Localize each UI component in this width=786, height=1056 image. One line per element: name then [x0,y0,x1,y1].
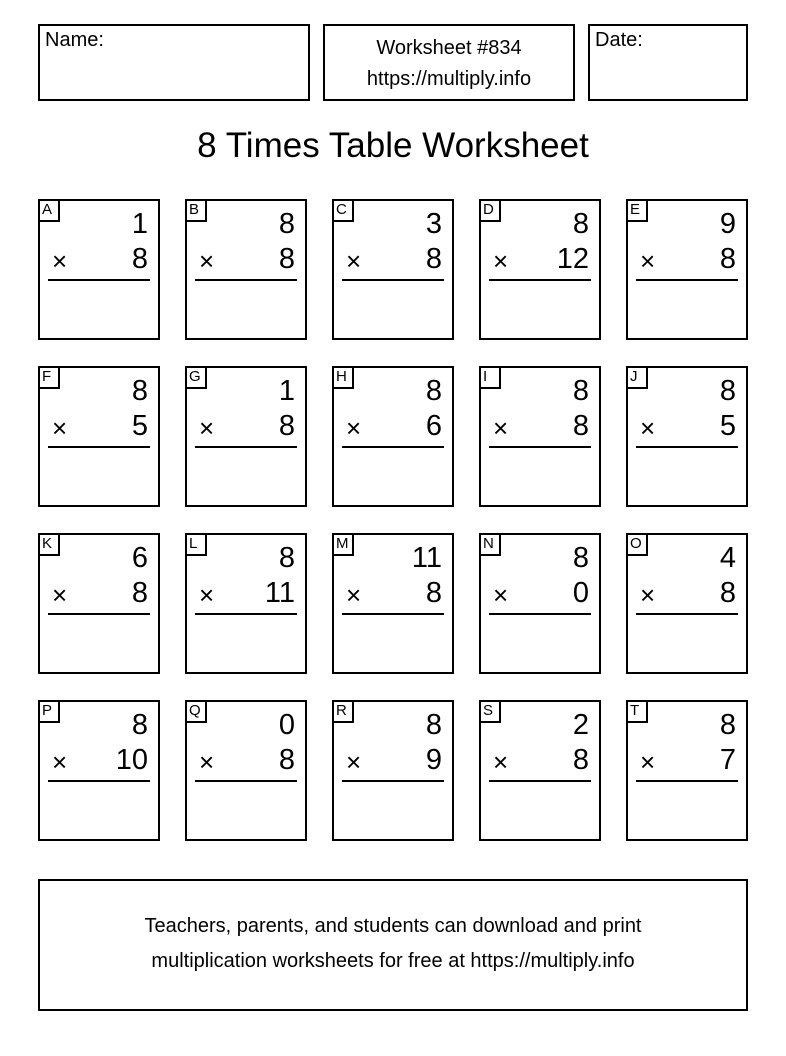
problem-card[interactable] [332,533,454,674]
problem-top-number: 1 [278,375,295,407]
multiply-sign: × [199,246,215,276]
problem-bottom-number: 8 [572,410,589,442]
problem-top-number: 8 [572,542,589,574]
problem-card[interactable] [332,366,454,507]
problem-card[interactable] [38,366,160,507]
footer-line-1: Teachers, parents, and students can download and print [144,915,642,937]
answer-line [489,780,591,782]
problem-letter: F [38,366,60,389]
page-title: 8 Times Table Worksheet [197,126,589,165]
problem-bottom-number: 8 [131,577,148,609]
problem-bottom-number: 8 [278,744,295,776]
footer-note [38,879,748,1011]
answer-line [489,613,591,615]
multiply-sign: × [640,413,656,443]
answer-line [342,780,444,782]
problem-top-number: 8 [719,709,736,741]
answer-line [195,780,297,782]
worksheet-site-url: https://multiply.info [366,68,532,90]
problem-bottom-number: 8 [425,577,442,609]
multiply-sign: × [493,413,509,443]
date-label: Date: [595,29,643,51]
worksheet-info-box [323,24,575,101]
problem-letter: M [332,533,354,556]
problem-top-number: 1 [131,208,148,240]
problem-top-number: 8 [719,375,736,407]
problem-card[interactable] [479,199,601,340]
problem-bottom-number: 9 [425,744,442,776]
answer-line [636,613,738,615]
problem-card[interactable] [185,533,307,674]
problem-bottom-number: 8 [719,243,736,275]
answer-line [48,279,150,281]
multiply-sign: × [346,747,362,777]
problem-card[interactable] [185,199,307,340]
problem-top-number: 8 [425,375,442,407]
problem-bottom-number: 6 [425,410,442,442]
problem-letter: C [332,199,354,222]
answer-line [342,613,444,615]
multiply-sign: × [52,747,68,777]
problem-top-number: 8 [278,208,295,240]
answer-line [48,780,150,782]
problem-letter: T [626,700,648,723]
multiply-sign: × [52,246,68,276]
answer-line [48,446,150,448]
problem-top-number: 8 [572,208,589,240]
multiply-sign: × [493,580,509,610]
problem-bottom-number: 11 [264,577,295,609]
problem-letter: O [626,533,648,556]
problem-letter: N [479,533,501,556]
answer-line [195,279,297,281]
multiply-sign: × [640,246,656,276]
answer-line [636,780,738,782]
problem-bottom-number: 10 [115,744,148,776]
problem-letter: L [185,533,207,556]
name-label: Name: [45,29,104,51]
name-field[interactable] [38,24,310,101]
answer-line [636,279,738,281]
problem-bottom-number: 8 [572,744,589,776]
problem-top-number: 9 [719,208,736,240]
problem-top-number: 3 [425,208,442,240]
footer-line-2: multiplication worksheets for free at https://multiply.info [151,950,635,972]
problem-top-number: 8 [278,542,295,574]
problem-letter: G [185,366,207,389]
problem-bottom-number: 5 [719,410,736,442]
multiply-sign: × [199,413,215,443]
problem-bottom-number: 5 [131,410,148,442]
multiply-sign: × [640,747,656,777]
answer-line [48,613,150,615]
problem-letter: J [626,366,648,389]
problem-letter: S [479,700,501,723]
problem-top-number: 4 [719,542,736,574]
answer-line [195,613,297,615]
multiply-sign: × [493,747,509,777]
problem-card[interactable] [626,700,748,841]
problem-top-number: 6 [131,542,148,574]
problem-card[interactable] [479,700,601,841]
problem-bottom-number: 12 [556,243,589,275]
problem-letter: B [185,199,207,222]
problem-card[interactable] [626,533,748,674]
problem-top-number: 8 [131,709,148,741]
problem-card[interactable] [185,700,307,841]
problem-bottom-number: 8 [278,243,295,275]
multiply-sign: × [346,413,362,443]
answer-line [636,446,738,448]
problem-letter: R [332,700,354,723]
multiply-sign: × [493,246,509,276]
multiply-sign: × [199,747,215,777]
problem-letter: E [626,199,648,222]
answer-line [489,279,591,281]
problem-letter: Q [185,700,207,723]
problem-card[interactable] [626,199,748,340]
multiply-sign: × [346,246,362,276]
problem-top-number: 8 [425,709,442,741]
problem-top-number: 8 [131,375,148,407]
problem-bottom-number: 8 [278,410,295,442]
problem-letter: H [332,366,354,389]
problem-letter: K [38,533,60,556]
problem-bottom-number: 8 [131,243,148,275]
problem-bottom-number: 7 [719,744,736,776]
date-field[interactable] [588,24,748,101]
problem-card[interactable] [479,366,601,507]
multiply-sign: × [640,580,656,610]
answer-line [342,446,444,448]
problem-card[interactable] [185,366,307,507]
problem-card[interactable] [332,199,454,340]
problem-card[interactable] [38,533,160,674]
problem-letter: D [479,199,501,222]
answer-line [342,279,444,281]
problem-bottom-number: 0 [572,577,589,609]
problem-top-number: 0 [278,709,295,741]
problem-top-number: 2 [572,709,589,741]
problem-bottom-number: 8 [425,243,442,275]
problem-bottom-number: 8 [719,577,736,609]
problem-card[interactable] [332,700,454,841]
multiply-sign: × [52,413,68,443]
problem-card[interactable] [38,700,160,841]
multiply-sign: × [52,580,68,610]
problem-card[interactable] [479,533,601,674]
problem-top-number: 8 [572,375,589,407]
multiply-sign: × [199,580,215,610]
problem-letter: A [38,199,60,222]
answer-line [195,446,297,448]
worksheet-id: Worksheet #834 [376,37,522,59]
problem-letter: P [38,700,60,723]
multiply-sign: × [346,580,362,610]
answer-line [489,446,591,448]
problem-letter: I [479,366,501,389]
problem-top-number: 11 [411,542,442,574]
problem-card[interactable] [38,199,160,340]
problem-card[interactable] [626,366,748,507]
